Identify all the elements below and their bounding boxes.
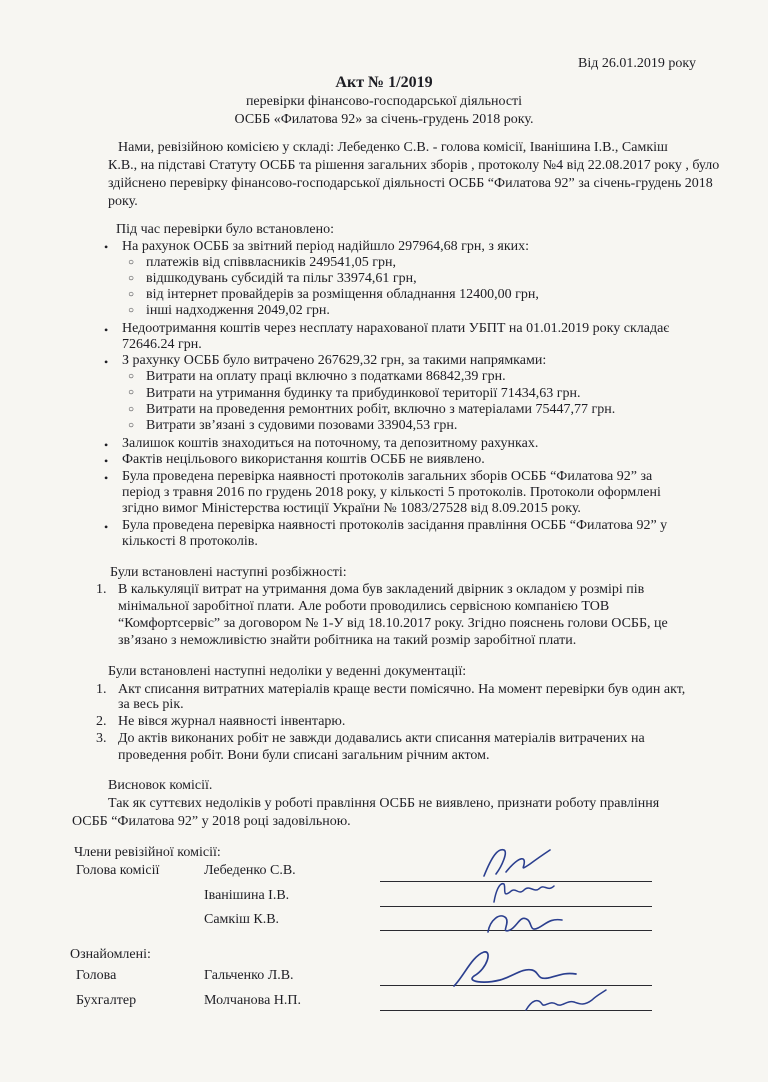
intro-line-1: Нами, ревізійною комісією у складі: Лебеденко С.В. - голова комісії, Іванішина І.В., Самкіш xyxy=(118,140,668,155)
finding-protocols-line-1: Була проведена перевірка наявності протоколів загальних зборів ОСББ “Филатова 92” за xyxy=(122,469,653,484)
head-label: Голова комісії xyxy=(76,863,160,878)
intro-line-2: К.В., на підставі Статуту ОСББ та рішення загальних зборів , протоколу №4 від 22.08.2017 року , було xyxy=(108,158,720,173)
shortcoming-2: Не вівся журнал наявності інвентарю. xyxy=(118,714,346,729)
finding-protocols-line-3: згідно вимог Міністерства юстиції України № 1083/27528 від 8.09.2015 року. xyxy=(122,501,581,516)
document-title: Акт № 1/2019 xyxy=(335,74,433,91)
shortcoming-number: 2. xyxy=(96,714,107,729)
discrepancies-heading: Були встановлені наступні розбіжності: xyxy=(110,565,347,580)
acquainted-heading: Ознайомлені: xyxy=(70,947,151,962)
intro-line-3: здійснено перевірку фінансово-господарської діяльності ОСББ “Филатова 92” за січень-грудень 2018 xyxy=(108,176,713,191)
members-heading: Члени ревізійної комісії: xyxy=(74,845,221,860)
bullet-icon: • xyxy=(104,355,109,369)
person-name-1: Гальченко Л.В. xyxy=(204,968,294,983)
finding-protocols-line-2: період з травня 2016 по грудень 2018 року, у кількості 5 протоколів. Протоколи оформлені xyxy=(122,485,661,500)
shortcoming-number: 3. xyxy=(96,731,107,746)
finding-no-misuse: Фактів нецільового використання коштів ОСББ не виявлено. xyxy=(122,452,485,467)
sub-bullet-icon: ○ xyxy=(128,305,135,316)
sub-bullet-icon: ○ xyxy=(128,289,135,300)
finding-expenses: З рахунку ОСББ було витрачено 267629,32 грн, за такими напрямками: xyxy=(122,353,547,368)
sub-bullet-icon: ○ xyxy=(128,404,135,415)
shortcomings-heading: Були встановлені наступні недоліки у веденні документації: xyxy=(108,664,467,679)
member-name-1: Лебеденко С.В. xyxy=(204,863,296,878)
signature-molchanova xyxy=(520,986,610,1018)
shortcoming-1-line-1: Акт списання витратних матеріалів краще вести помісячно. На момент перевірки був один акт, xyxy=(118,682,686,697)
expense-repairs: Витрати на проведення ремонтних робіт, включно з матеріалами 75447,77 грн. xyxy=(146,402,616,417)
income-other: інші надходження 2049,02 грн. xyxy=(146,303,330,318)
discrepancy-line-3: “Комфортсервіс” за договором № 1-У від 18.10.2017 року. Згідно пояснень голови ОСББ, це xyxy=(118,616,668,631)
discrepancy-line-2: мінімальної заробітної плати. Але роботи проводились сервісною компанією ТОВ xyxy=(118,599,610,614)
signature-samkish xyxy=(480,902,570,942)
sub-bullet-icon: ○ xyxy=(128,420,135,431)
document-date: Від 26.01.2019 року xyxy=(578,56,696,71)
shortcoming-number: 1. xyxy=(96,682,107,697)
conclusion-line-1: Так як суттєвих недоліків у роботі правління ОСББ не виявлено, признати роботу правління xyxy=(108,796,660,811)
finding-board-line-2: кількості 8 протоколів. xyxy=(122,534,258,549)
finding-board-line-1: Була проведена перевірка наявності протоколів засідання правління ОСББ “Филатова 92” у xyxy=(122,518,668,533)
sub-bullet-icon: ○ xyxy=(128,273,135,284)
discrepancy-line-1: В калькуляції витрат на утримання дома був закладений двірник з окладом у розмірі пів xyxy=(118,582,645,597)
expense-maintenance: Витрати на утримання будинку та прибудинкової території 71434,63 грн. xyxy=(146,386,581,401)
finding-arrears-line-2: 72646.24 грн. xyxy=(122,337,202,352)
document-subtitle-2: ОСББ «Филатова 92» за січень-грудень 2018 року. xyxy=(234,112,534,127)
conclusion-heading: Висновок комісії. xyxy=(108,778,213,793)
shortcoming-3-line-2: проведення робіт. Вони були списані загальним річним актом. xyxy=(118,748,490,763)
shortcoming-3-line-1: До актів виконаних робіт не завжди додавались акти списання матеріалів витрачених на xyxy=(118,731,645,746)
bullet-icon: • xyxy=(104,438,109,452)
discrepancy-number: 1. xyxy=(96,582,107,597)
income-subsidies: відшкодувань субсидій та пільг 33974,61 грн, xyxy=(146,271,417,286)
expense-salary: Витрати на оплату праці включно з податками 86842,39 грн. xyxy=(146,369,506,384)
finding-balance: Залишок коштів знаходиться на поточному, та депозитному рахунках. xyxy=(122,436,539,451)
document-subtitle-1: перевірки фінансово-господарської діяльності xyxy=(245,94,523,109)
role-label-2: Бухгалтер xyxy=(76,993,137,1008)
signature-line xyxy=(380,1010,652,1011)
bullet-icon: • xyxy=(104,520,109,534)
findings-heading: Під час перевірки було встановлено: xyxy=(116,222,335,237)
finding-arrears-line-1: Недоотримання коштів через несплату нарахованої плати УБПТ на 01.01.2019 року складає xyxy=(122,321,670,336)
sub-bullet-icon: ○ xyxy=(128,257,135,268)
bullet-icon: • xyxy=(104,323,109,337)
conclusion-line-2: ОСББ “Филатова 92” у 2018 році задовільною. xyxy=(72,814,351,829)
bullet-icon: • xyxy=(104,471,109,485)
shortcoming-1-line-2: за весь рік. xyxy=(118,697,184,712)
role-label-1: Голова xyxy=(76,968,117,983)
bullet-icon: • xyxy=(104,240,109,254)
bullet-icon: • xyxy=(104,454,109,468)
sub-bullet-icon: ○ xyxy=(128,387,135,398)
finding-income: На рахунок ОСББ за звітний період надійшло 297964,68 грн, з яких: xyxy=(122,239,530,254)
intro-line-4: року. xyxy=(108,194,138,209)
income-owners: платежів від співвласників 249541,05 грн, xyxy=(146,255,397,270)
member-name-2: Іванішина І.В. xyxy=(204,888,290,903)
member-name-3: Самкіш К.В. xyxy=(204,912,280,927)
sub-bullet-icon: ○ xyxy=(128,371,135,382)
discrepancy-line-4: зв’язано з неможливістю знайти робітника на такий розмір заробітної плати. xyxy=(118,633,577,648)
income-providers: від інтернет провайдерів за розміщення обладнання 12400,00 грн, xyxy=(146,287,539,302)
person-name-2: Молчанова Н.П. xyxy=(204,993,302,1008)
expense-legal: Витрати зв’язані з судовими позовами 33904,53 грн. xyxy=(146,418,458,433)
